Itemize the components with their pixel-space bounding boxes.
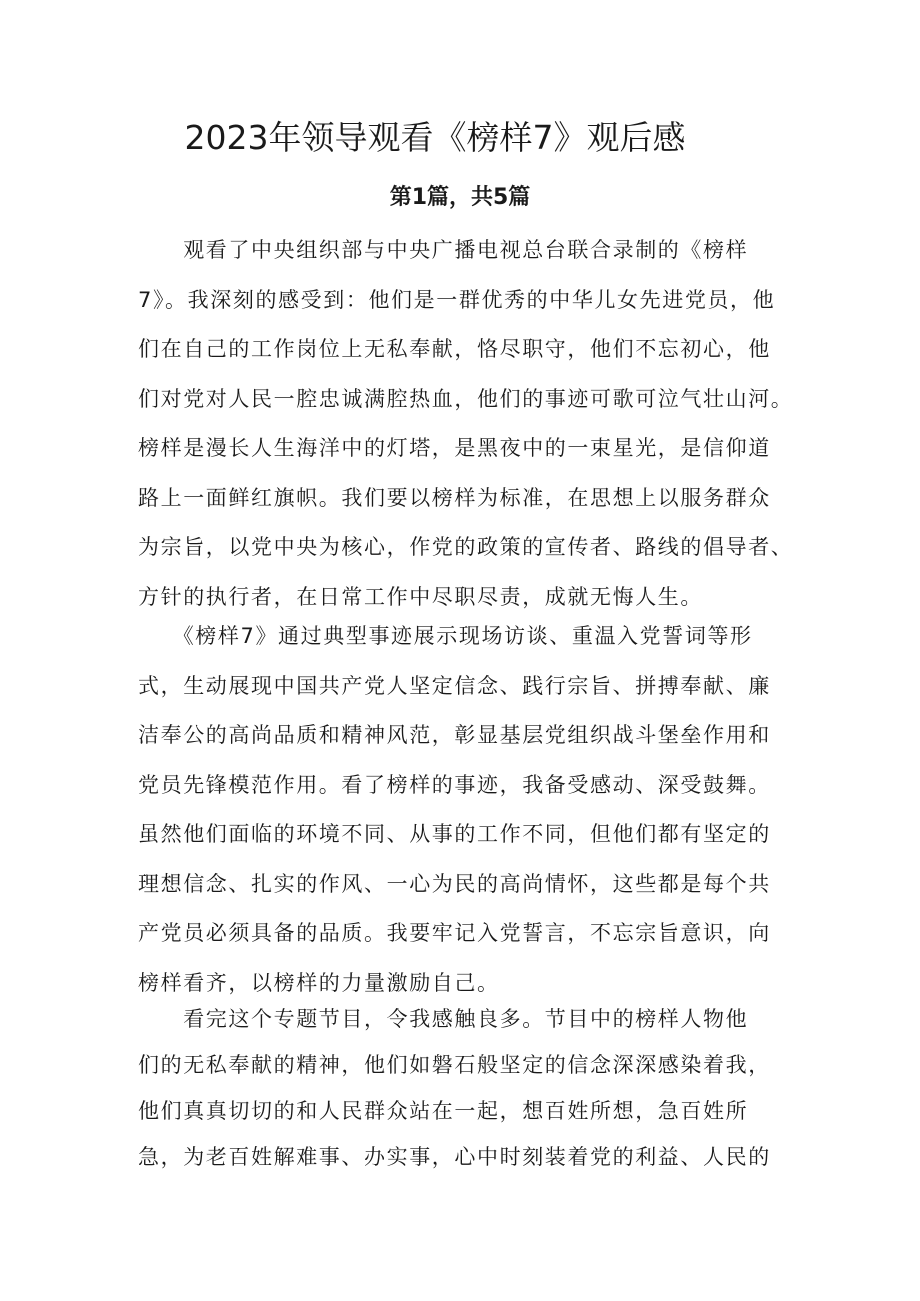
paragraph-3 xyxy=(138,996,818,1180)
paragraph-line: 看完这个专题节目，令我感触良多。节目中的榜样人物他 xyxy=(138,1007,749,1031)
paragraph-line: 榜样是漫长人生海洋中的灯塔，是黑夜中的一束星光，是信仰道 xyxy=(138,436,771,460)
paragraph-line: 们对党对人民一腔忠诚满腔热血，他们的事迹可歌可泣气壮山河。 xyxy=(138,386,794,411)
paragraph-line: 榜样看齐，以榜样的力量激励自己。 xyxy=(138,970,500,995)
document-subtitle: 第1篇，共5篇 xyxy=(389,185,531,210)
paragraph-line: 党员先锋模范作用。看了榜样的事迹，我备受感动、深受鼓舞。 xyxy=(138,772,771,797)
paragraph-line: 虽然他们面临的环境不同、从事的工作不同，但他们都有坚定的 xyxy=(138,822,771,846)
paragraph-line: 他们真真切切的和人民群众站在一起，想百姓所想，急百姓所 xyxy=(138,1099,749,1123)
document-title: 2023年领导观看《榜样7》观后感 xyxy=(184,118,686,157)
paragraph-line: 们在自己的工作岗位上无私奉献，恪尽职守，他们不忘初心，他 xyxy=(138,337,771,361)
paragraph-line: 产党员必须具备的品质。我要牢记入党誓言，不忘宗旨意识，向 xyxy=(138,921,771,945)
paragraph-2 xyxy=(138,612,818,1008)
paragraph-line: 洁奉公的高尚品质和精神风范，彰显基层党组织战斗堡垒作用和 xyxy=(138,723,771,747)
paragraph-1 xyxy=(138,226,818,622)
paragraph-line: 路上一面鲜红旗帜。我们要以榜样为标准，在思想上以服务群众 xyxy=(138,485,771,510)
paragraph-line: 急，为老百姓解难事、办实事，心中时刻装着党的利益、人民的 xyxy=(138,1145,771,1169)
paragraph-line: 7》。我深刻的感受到：他们是一群优秀的中华儿女先进党员，他 xyxy=(138,287,776,312)
paragraph-line: 们的无私奉献的精神，他们如磐石般坚定的信念深深感染着我， xyxy=(138,1053,771,1077)
paragraph-line: 理想信念、扎实的作风、一心为民的高尚情怀，这些都是每个共 xyxy=(138,871,771,896)
paragraph-line: 观看了中央组织部与中央广播电视总台联合录制的《榜样 xyxy=(138,238,749,262)
paragraph-line: 式，生动展现中国共产党人坚定信念、践行宗旨、拼搏奉献、廉 xyxy=(138,673,771,698)
paragraph-line: 为宗旨，以党中央为核心，作党的政策的宣传者、路线的倡导者、 xyxy=(138,535,794,559)
paragraph-line: 方针的执行者，在日常工作中尽职尽责，成就无悔人生。 xyxy=(138,584,703,609)
paragraph-line: 《榜样7》通过典型事迹展示现场访谈、重温入党誓词等形 xyxy=(138,624,753,648)
